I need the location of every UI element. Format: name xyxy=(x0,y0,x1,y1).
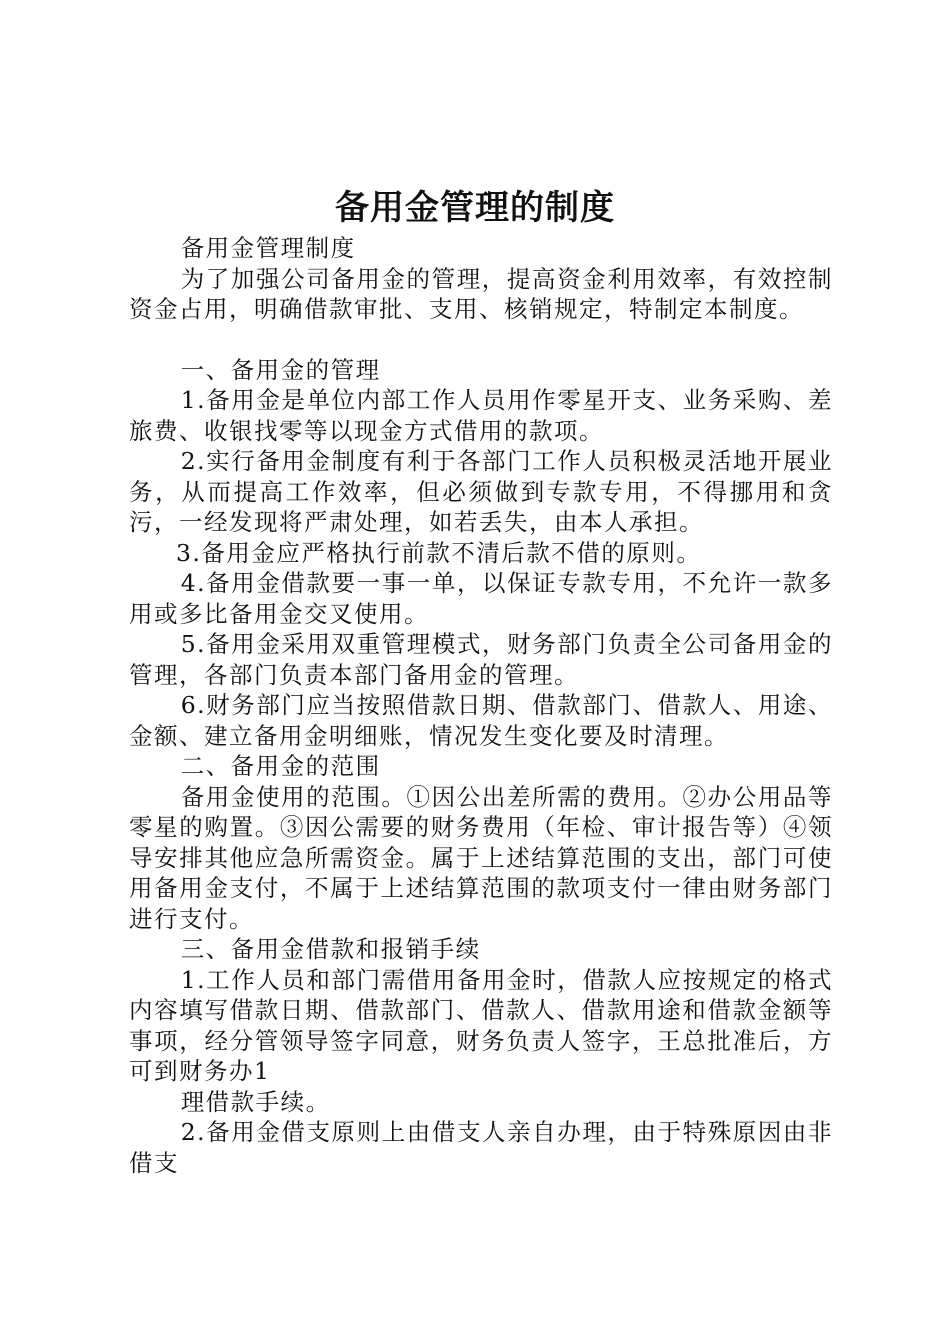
paragraph-3-1: 1.工作人员和部门需借用备用金时，借款人应按规定的格式内容填写借款日期、借款部门、借款人、借款用途和借款金额等事项，经分管领导签字同意，财务负责人签字，王总批准后，方可到财务办1 xyxy=(129,965,833,1085)
document-title: 备用金管理的制度 xyxy=(335,188,615,228)
section-heading-1: 一、备用金的管理 xyxy=(180,355,381,384)
paragraph-2-1: 备用金使用的范围。①因公出差所需的费用。②办公用品等零星的购置。③因公需要的财务费用（年检、审计报告等）④领导安排其他应急所需资金。属于上述结算范围的支出，部门可使用备用金支付，不属于上述结算范围的款项支付一律由财务部门进行支付。 xyxy=(129,782,833,933)
paragraph-3-2: 2.备用金借支原则上由借支人亲自办理，由于特殊原因由非借支 xyxy=(129,1118,833,1177)
paragraph-1-2: 2.实行备用金制度有利于各部门工作人员积极灵活地开展业务，从而提高工作效率，但必须做到专款专用，不得挪用和贪污，一经发现将严肃处理，如若丢失，由本人承担。 xyxy=(129,447,833,536)
paragraph-1-3: 3.备用金应严格执行前款不清后款不借的原则。 xyxy=(176,538,702,567)
paragraph-spacer xyxy=(129,325,833,355)
paragraph-1-1: 1.备用金是单位内部工作人员用作零星开支、业务采购、差旅费、收银找零等以现金方式借用的款项。 xyxy=(129,386,833,445)
paragraph-1-4: 4.备用金借款要一事一单，以保证专款专用，不允许一款多用或多比备用金交叉使用。 xyxy=(129,569,833,628)
paragraph-subtitle: 备用金管理制度 xyxy=(180,234,356,262)
paragraph-3-1-continued: 理借款手续。 xyxy=(180,1087,331,1116)
section-heading-2: 二、备用金的范围 xyxy=(180,752,381,780)
paragraph-1-5: 5.备用金采用双重管理模式，财务部门负责全公司备用金的管理，各部门负责本部门备用金的管理。 xyxy=(129,630,833,689)
paragraph-intro: 为了加强公司备用金的管理，提高资金利用效率，有效控制资金占用，明确借款审批、支用、核销规定，特制定本制度。 xyxy=(129,264,833,323)
document-body xyxy=(129,233,833,1178)
paragraph-1-6: 6.财务部门应当按照借款日期、借款部门、借款人、用途、金额、建立备用金明细账，情况发生变化要及时清理。 xyxy=(129,691,833,750)
section-heading-3: 三、备用金借款和报销手续 xyxy=(180,935,481,963)
